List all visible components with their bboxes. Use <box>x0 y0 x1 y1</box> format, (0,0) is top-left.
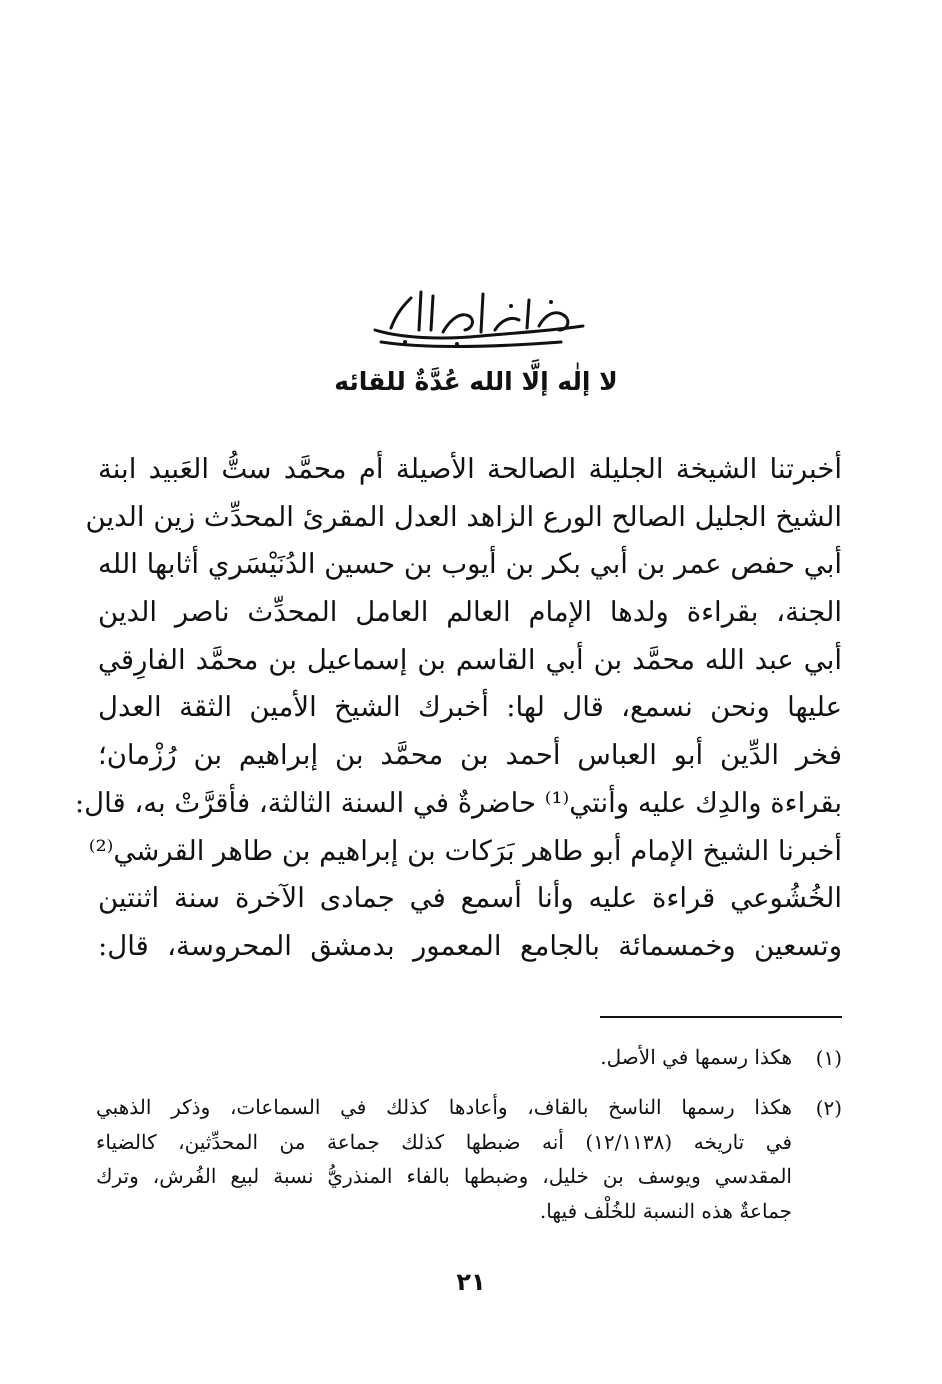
basmala-calligraphy <box>361 282 593 352</box>
page-heading: لا إلٰه إلَّا الله عُدَّةٌ للقائه <box>334 367 618 396</box>
body-line-8: بقراءة والدِك عليه وأنتي⁽¹⁾ حاضرةٌ في السنة الثالثة، فأقرَّتْ به، قال: <box>74 786 842 819</box>
body-line-6: عليها ونحن نسمع، قال لها: أخبرك الشيخ الأمين الثقة العدل <box>98 691 842 724</box>
footnote-1 <box>96 1040 842 1076</box>
footnote-gap <box>96 1076 842 1090</box>
body-line-3: أبي حفص عمر بن أبي بكر بن أيوب بن حسين الدُنَيْسَري أثابها الله <box>98 548 842 581</box>
footnotes <box>96 1040 842 1228</box>
footnote-line: جماعةٌ هذه النسبة للخُلْف فيها. <box>539 1198 792 1223</box>
body-line-4: الجنة، بقراءة ولدها الإمام العالم العامل المحدِّث ناصر الدين <box>98 596 842 629</box>
footnote-2 <box>96 1090 842 1228</box>
footnote-line: المقدسي ويوسف بن خليل، وضبطها بالفاء المنذريُّ نسبة لبيع الفُرش، وترك <box>96 1164 792 1188</box>
footnote-text <box>96 1040 792 1075</box>
body-line-7: فخر الدِّين أبو العباس أحمد بن محمَّد بن إبراهيم بن رُزْمان؛ <box>98 739 842 772</box>
footnote-divider <box>600 1016 842 1018</box>
footnote-number: (١) <box>815 1046 842 1070</box>
body-line-11: وتسعين وخمسمائة بالجامع المعمور بدمشق المحروسة، قال: <box>98 929 842 962</box>
body-line-5: أبي عبد الله محمَّد بن أبي القاسم بن إسماعيل بن محمَّد الفارِقي <box>98 643 842 676</box>
footnote-line: في تاريخه (١٢/١١٣٨) أنه ضبطها كذلك جماعة من المحدِّثين، كالضياء <box>96 1129 793 1154</box>
body-line-10: الخُشُوعي قراءة عليه وأنا أسمع في جمادى الآخرة سنة اثنتين <box>98 882 842 915</box>
body-line-2: الشيخ الجليل الصالح الورع الزاهد العدل المقرئ المحدِّث زين الدين <box>85 500 842 533</box>
footnote-number: (٢) <box>815 1096 842 1120</box>
page-number: ٢١ <box>456 1268 486 1296</box>
footnote-line: هكذا رسمها الناسخ بالقاف، وأعادها كذلك في السماعات، وذكر الذهبي <box>96 1095 792 1119</box>
body-text <box>74 446 842 971</box>
body-line-1: أخبرتنا الشيخة الجليلة الصالحة الأصيلة أم محمَّد ستُّ العَبيد ابنة <box>98 453 842 485</box>
footnote-text <box>96 1090 792 1228</box>
body-line-9: أخبرنا الشيخ الإمام أبو طاهر بَرَكات بن إبراهيم بن طاهر القرشي⁽²⁾ <box>88 834 842 867</box>
footnote-line: هكذا رسمها في الأصل. <box>600 1045 792 1069</box>
